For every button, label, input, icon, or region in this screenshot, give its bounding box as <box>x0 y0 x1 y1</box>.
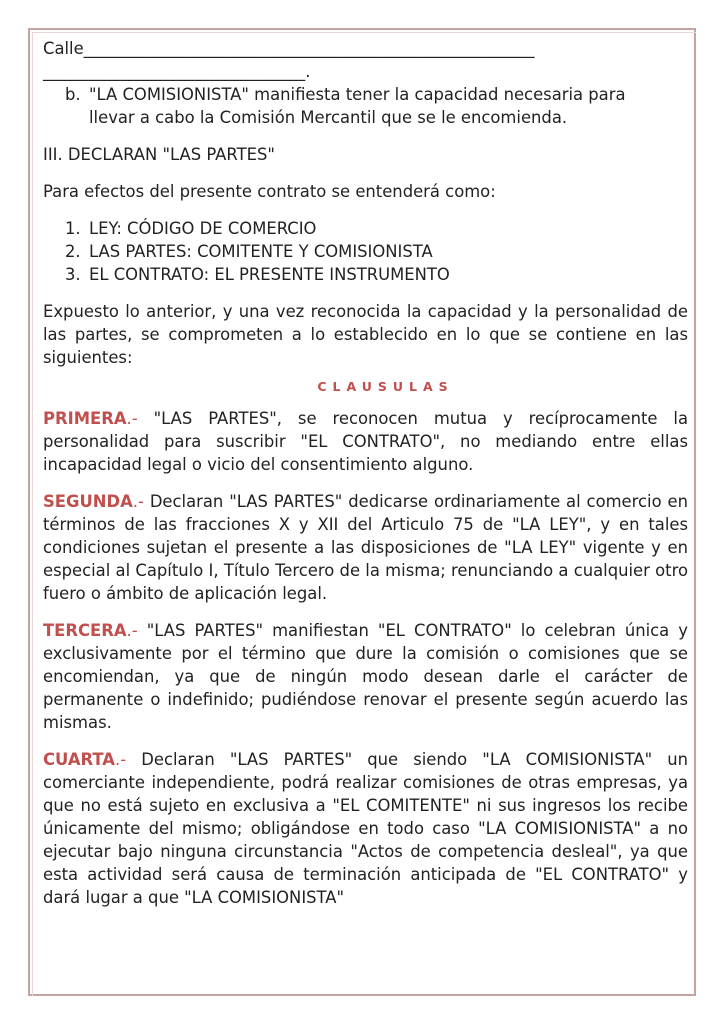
clausulas-heading: CLAUSULAS <box>317 379 454 394</box>
clause-separator: .- <box>126 409 154 428</box>
list-item-number: 2. <box>65 242 81 261</box>
clause-title: PRIMERA <box>43 409 127 428</box>
clause-text: Declaran "LAS PARTES" que siendo "LA COMISIONISTA" un comerciante independiente, podrá realizar comisiones de otras empresas, ya que no está sujeto en exclusiva a "EL COMITENTE" ni sus ingresos los recibe únicamente del mismo; obligándose en todo caso "LA COMISIONISTA" a no ejecutar bajo ninguna circunstancia "Actos de competencia desleal", ya que esta actividad será causa de terminación anticipada de "EL CONTRATO" y dará lugar a que "LA COMISIONISTA" <box>43 750 688 907</box>
clause-title: SEGUNDA <box>43 492 133 511</box>
clause-title: TERCERA <box>43 621 127 640</box>
item-b-text-2: llevar a cabo la Comisión Mercantil que se le encomienda. <box>89 108 568 127</box>
clause-tercera <box>43 619 688 734</box>
item-b-text-1: "LA COMISIONISTA" manifiesta tener la capacidad necesaria para <box>89 85 626 104</box>
list-item <box>43 217 688 240</box>
definitions-intro: Para efectos del presente contrato se entenderá como: <box>43 182 496 201</box>
definitions-list <box>43 217 688 286</box>
clause-text: Declaran "LAS PARTES" dedicarse ordinariamente al comercio en términos de las fracciones X y XII del Articulo 75 de "LA LEY", y en tales condiciones sujetan el presente a las disposiciones de "LA LEY" vigente y en especial al Capítulo I, Título Tercero de la misma; renunciando a cualquier otro fuero o ámbito de aplicación legal. <box>43 492 688 603</box>
clause-separator: .- <box>126 621 147 640</box>
clause-separator: .- <box>132 492 150 511</box>
list-item-text: LEY: CÓDIGO DE COMERCIO <box>89 219 317 238</box>
section-heading-iii: III. DECLARAN "LAS PARTES" <box>43 145 275 164</box>
item-b <box>43 83 688 129</box>
list-item-text: LAS PARTES: COMITENTE Y COMISIONISTA <box>89 242 433 261</box>
street-line-2: ________________________________. <box>43 62 311 81</box>
clause-primera <box>43 407 688 476</box>
item-b-label: b. <box>65 85 81 104</box>
list-item-number: 1. <box>65 219 81 238</box>
clause-segunda <box>43 490 688 605</box>
list-item-text: EL CONTRATO: EL PRESENTE INSTRUMENTO <box>89 265 450 284</box>
list-item <box>43 263 688 286</box>
clause-separator: .- <box>115 750 142 769</box>
clause-text: "LAS PARTES", se reconocen mutua y recíprocamente la personalidad para suscribir "EL CONTRATO", no mediando entre ellas incapacidad legal o vicio del consentimiento alguno. <box>43 409 689 474</box>
document-body <box>43 37 688 909</box>
clause-text: "LAS PARTES" manifiestan "EL CONTRATO" lo celebran única y exclusivamente por el término que dure la comisión o comisiones que se encomiendan, ya que de ningún modo desean darle el carácter de permanente o indefinido; pudiéndose renovar el presente según acuerdo las mismas. <box>43 621 688 732</box>
clause-cuarta <box>43 748 688 909</box>
clause-title: CUARTA <box>43 750 115 769</box>
list-item <box>43 240 688 263</box>
list-item-number: 3. <box>65 265 81 284</box>
expuesto-paragraph: Expuesto lo anterior, y una vez reconocida la capacidad y la personalidad de las partes, se comprometen a lo establecido en lo que se contiene en las siguientes: <box>43 302 688 367</box>
street-line-1: Calle_______________________________________________________ <box>43 39 535 58</box>
